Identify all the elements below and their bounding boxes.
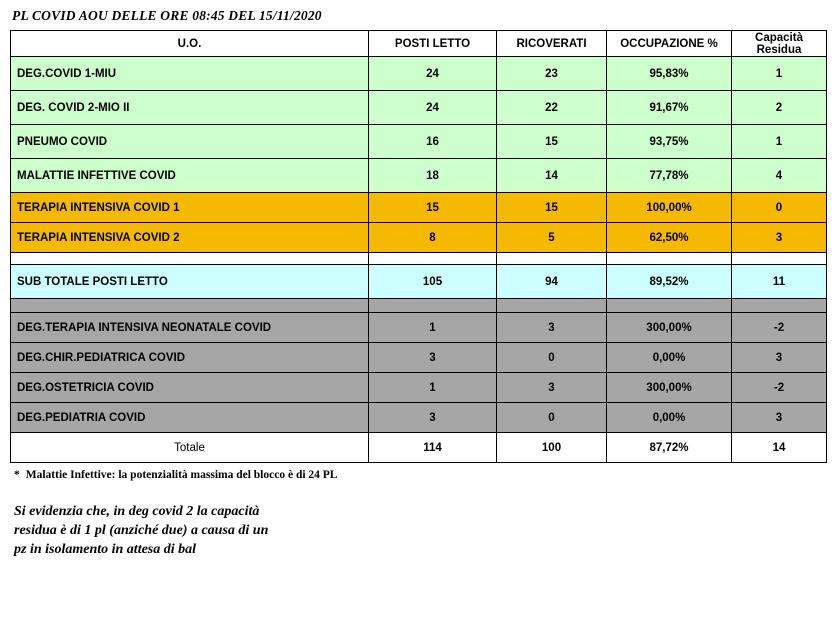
header-capacita-line2: Residua xyxy=(756,43,802,56)
row-posti: 1 xyxy=(369,313,497,343)
row-occupazione: 100,00% xyxy=(607,193,732,223)
note-line: Si evidenzia che, in deg covid 2 la capacità xyxy=(14,504,260,519)
header-capacita-residua xyxy=(732,31,827,57)
table-row xyxy=(11,313,827,343)
row-label: TERAPIA INTENSIVA COVID 1 xyxy=(11,193,369,223)
row-ricoverati: 94 xyxy=(497,265,607,299)
header-posti-letto: POSTI LETTO xyxy=(369,31,497,57)
row-capacita-total: 14 xyxy=(732,433,827,463)
covid-beds-table xyxy=(10,30,827,463)
row-ricoverati: 23 xyxy=(497,57,607,91)
row-occupazione: 0,00% xyxy=(607,343,732,373)
note-block xyxy=(14,503,434,560)
table-header xyxy=(11,31,827,57)
row-occupazione: 77,78% xyxy=(607,159,732,193)
row-label: TERAPIA INTENSIVA COVID 2 xyxy=(11,223,369,253)
row-occupazione: 91,67% xyxy=(607,91,732,125)
note-line: residua è di 1 pl (anziché due) a causa di un xyxy=(14,522,269,538)
row-label: SUB TOTALE POSTI LETTO xyxy=(11,265,369,299)
header-row xyxy=(11,31,827,57)
row-occupazione: 89,52% xyxy=(607,265,732,299)
spacer-cell xyxy=(11,299,369,313)
row-posti: 16 xyxy=(369,125,497,159)
row-capacita: 1 xyxy=(732,125,827,159)
header-uo: U.O. xyxy=(11,31,369,57)
table-row xyxy=(11,57,827,91)
row-label: DEG.TERAPIA INTENSIVA NEONATALE COVID xyxy=(11,313,369,343)
row-capacita: 0 xyxy=(732,193,827,223)
row-posti: 24 xyxy=(369,57,497,91)
row-label: DEG.COVID 1-MIU xyxy=(11,57,369,91)
row-posti: 3 xyxy=(369,403,497,433)
spacer-cell xyxy=(11,253,369,265)
table-row xyxy=(11,223,827,253)
row-ricoverati: 14 xyxy=(497,159,607,193)
row-ricoverati: 3 xyxy=(497,373,607,403)
spacer-cell xyxy=(497,299,607,313)
row-label: DEG.PEDIATRIA COVID xyxy=(11,403,369,433)
row-posti-total: 114 xyxy=(369,433,497,463)
spacer-cell xyxy=(369,253,497,265)
table-row xyxy=(11,373,827,403)
row-occupazione: 300,00% xyxy=(607,373,732,403)
row-posti: 24 xyxy=(369,91,497,125)
row-label-total: Totale xyxy=(11,433,369,463)
spacer-cell xyxy=(497,253,607,265)
table-row-total xyxy=(11,433,827,463)
row-occupazione: 95,83% xyxy=(607,57,732,91)
header-capacita-line1: Capacità xyxy=(755,31,803,44)
row-ricoverati-total: 100 xyxy=(497,433,607,463)
table-row xyxy=(11,193,827,223)
row-posti: 1 xyxy=(369,373,497,403)
report-title: PL COVID AOU DELLE ORE 08:45 DEL 15/11/2020 xyxy=(12,8,322,23)
row-posti: 15 xyxy=(369,193,497,223)
footnote-text: Malattie Infettive: la potenzialità massima del blocco è di 24 PL xyxy=(25,469,338,481)
row-ricoverati: 0 xyxy=(497,403,607,433)
row-ricoverati: 3 xyxy=(497,313,607,343)
table-row xyxy=(11,403,827,433)
table-row xyxy=(11,91,827,125)
table-body xyxy=(11,57,827,463)
table-row-subtotal xyxy=(11,265,827,299)
note-line: pz in isolamento in attesa di bal xyxy=(14,541,197,557)
row-posti: 18 xyxy=(369,159,497,193)
row-label: DEG.OSTETRICIA COVID xyxy=(11,373,369,403)
row-occupazione: 300,00% xyxy=(607,313,732,343)
spacer-cell xyxy=(732,299,827,313)
row-capacita: 3 xyxy=(732,343,827,373)
row-posti: 3 xyxy=(369,343,497,373)
row-posti: 8 xyxy=(369,223,497,253)
row-capacita: 2 xyxy=(732,91,827,125)
row-capacita: 3 xyxy=(732,223,827,253)
row-ricoverati: 15 xyxy=(497,193,607,223)
row-capacita: 11 xyxy=(732,265,827,299)
spacer-cell xyxy=(369,299,497,313)
row-occupazione-total: 87,72% xyxy=(607,433,732,463)
row-label: DEG. COVID 2-MIO II xyxy=(11,91,369,125)
row-label: PNEUMO COVID xyxy=(11,125,369,159)
row-label: MALATTIE INFETTIVE COVID xyxy=(11,159,369,193)
footnote xyxy=(14,469,828,481)
row-occupazione: 0,00% xyxy=(607,403,732,433)
row-occupazione: 62,50% xyxy=(607,223,732,253)
table-row xyxy=(11,125,827,159)
row-capacita: 3 xyxy=(732,403,827,433)
table-row xyxy=(11,343,827,373)
spacer-cell xyxy=(732,253,827,265)
spacer-row xyxy=(11,299,827,313)
spacer-cell xyxy=(607,253,732,265)
row-ricoverati: 22 xyxy=(497,91,607,125)
row-capacita: 1 xyxy=(732,57,827,91)
spacer-row xyxy=(11,253,827,265)
row-capacita: -2 xyxy=(732,373,827,403)
row-ricoverati: 5 xyxy=(497,223,607,253)
row-posti: 105 xyxy=(369,265,497,299)
spacer-cell xyxy=(607,299,732,313)
row-ricoverati: 15 xyxy=(497,125,607,159)
row-label: DEG.CHIR.PEDIATRICA COVID xyxy=(11,343,369,373)
row-occupazione: 93,75% xyxy=(607,125,732,159)
row-capacita: 4 xyxy=(732,159,827,193)
header-ricoverati: RICOVERATI xyxy=(497,31,607,57)
row-ricoverati: 0 xyxy=(497,343,607,373)
table-row xyxy=(11,159,827,193)
footnote-marker: * xyxy=(14,469,20,481)
row-capacita: -2 xyxy=(732,313,827,343)
header-occupazione: OCCUPAZIONE % xyxy=(607,31,732,57)
